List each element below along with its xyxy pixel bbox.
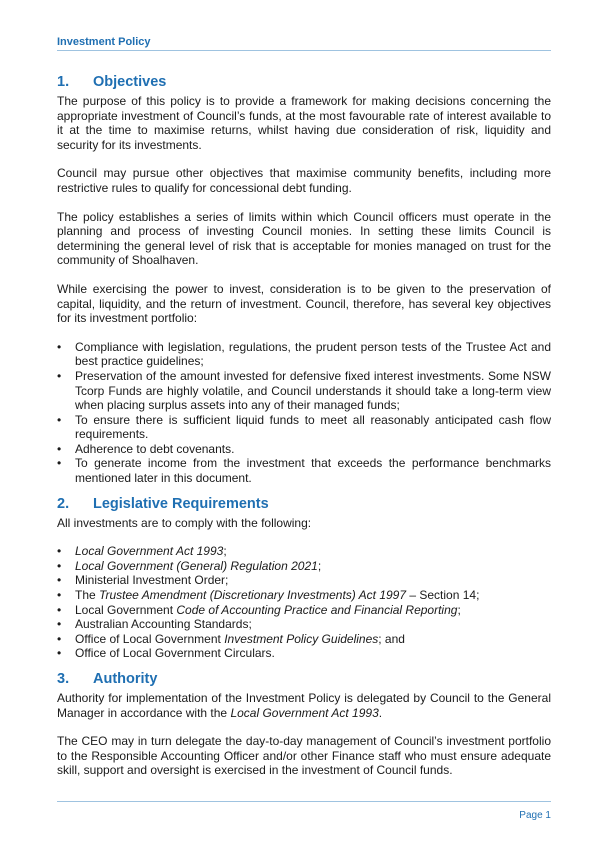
section-title: Legislative Requirements: [93, 495, 269, 512]
list-item-suffix: – Section 14;: [406, 588, 480, 603]
act-title: Local Government (General) Regulation 2021: [75, 558, 318, 573]
list-item: [57, 456, 551, 485]
paragraph: While exercising the power to invest, consideration is to be given to the preservation of capital, liquidity, and the return of investment. Council, therefore, has several key objectives for its investment portfolio:: [57, 281, 551, 326]
list-item: [57, 369, 551, 413]
list-item: [57, 559, 551, 574]
bullet-icon: •: [57, 617, 62, 632]
list-item-prefix: Office of Local Government: [75, 631, 225, 646]
paragraph: The policy establishes a series of limits within which Council officers must operate in the planning and process of investing Council monies. In setting these limits Council is determining the general level of risk that is acceptable for monies managed on trust for the community of Shoalhaven.: [57, 209, 551, 268]
bullet-icon: •: [57, 588, 62, 603]
section-heading-objectives: [57, 74, 551, 90]
paragraph: The CEO may in turn delegate the day-to-day management of Council’s investment portfolio to the Responsible Accounting Officer and/or other Finance staff who must ensure adequate skill, support and oversight is exercised in the investment of Council funds.: [57, 734, 551, 778]
section-number: 2.: [57, 495, 70, 512]
paragraph: [57, 691, 551, 720]
act-title: Code of Accounting Practice and Financial Reporting: [176, 602, 458, 617]
act-title: Trustee Amendment (Discretionary Investments) Act 1997: [99, 588, 407, 603]
bullet-icon: •: [57, 602, 62, 617]
list-item: [57, 646, 551, 661]
list-item: [57, 573, 551, 588]
paragraph-text: .: [378, 705, 383, 720]
list-item: [57, 588, 551, 603]
page-header-title: Investment Policy: [57, 36, 151, 48]
act-title: Local Government Act 1993: [75, 544, 224, 559]
list-item-prefix: Local Government: [75, 602, 177, 617]
bullet-icon: •: [57, 631, 62, 646]
page-number: Page 1: [519, 810, 551, 821]
bullet-icon: •: [57, 412, 62, 427]
bullet-icon: •: [57, 339, 62, 354]
list-item-text: Australian Accounting Standards;: [75, 617, 252, 632]
list-item-text: Ministerial Investment Order;: [75, 573, 229, 588]
paragraph: Council may pursue other objectives that maximise community benefits, including more restrictive rules to qualify for concessional debt funding.: [57, 166, 551, 195]
bullet-icon: •: [57, 544, 62, 559]
list-item: [57, 617, 551, 632]
list-item: [57, 603, 551, 618]
header-divider: [57, 50, 551, 51]
list-item: [57, 632, 551, 647]
bullet-icon: •: [57, 646, 62, 661]
list-item-text: To generate income from the investment that exceeds the performance benchmarks mentioned later in this document.: [75, 456, 551, 486]
list-item: [57, 340, 551, 369]
list-item-suffix: ; and: [378, 631, 405, 646]
act-title: Local Government Act 1993: [230, 705, 379, 720]
legislation-list: [57, 544, 551, 661]
list-item-suffix: ;: [457, 602, 461, 617]
list-item: [57, 544, 551, 559]
list-item: [57, 413, 551, 442]
paragraph: All investments are to comply with the following:: [57, 515, 312, 530]
objectives-list: [57, 340, 551, 486]
section-number: 1.: [57, 74, 70, 90]
section-title: Authority: [93, 671, 158, 687]
section-heading-authority: [57, 671, 551, 687]
bullet-icon: •: [57, 368, 62, 383]
bullet-icon: •: [57, 558, 62, 573]
list-item-text: Preservation of the amount invested for defensive fixed interest investments. Some NSW Tcorp Funds are highly volatile, and Council understands it should take a long-term view when placing surplus assets into any of their managed funds;: [75, 368, 551, 413]
bullet-icon: •: [57, 456, 62, 471]
footer-divider: [57, 801, 551, 802]
list-item-text: Office of Local Government Circulars.: [75, 646, 275, 661]
list-item-text: Adherence to debt covenants.: [75, 441, 235, 456]
list-item-suffix: ;: [223, 544, 227, 559]
list-item-prefix: The: [75, 588, 100, 603]
bullet-icon: •: [57, 573, 62, 588]
list-item-text: To ensure there is sufficient liquid funds to meet all reasonably anticipated cash flow requirements.: [75, 412, 551, 442]
section-title: Objectives: [93, 74, 167, 90]
act-title: Investment Policy Guidelines: [224, 631, 379, 646]
list-item-suffix: ;: [317, 558, 322, 573]
bullet-icon: •: [57, 441, 62, 456]
document-body: [57, 70, 551, 778]
list-item: [57, 442, 551, 457]
paragraph-text: Authority for implementation of the Investment Policy is delegated by Council to the General Manager in accordance with the: [57, 691, 551, 720]
list-item-text: Compliance with legislation, regulations, the prudent person tests of the Trustee Act and best practice guidelines;: [75, 339, 551, 369]
paragraph: The purpose of this policy is to provide a framework for making decisions concerning the appropriate investment of Council’s funds, at the most favourable rate of interest available to it at the time to maximise returns, whilst having due consideration of risk, liquidity and security for its investments.: [57, 94, 551, 152]
section-heading-legislative: [57, 496, 551, 512]
section-number: 3.: [57, 671, 70, 687]
